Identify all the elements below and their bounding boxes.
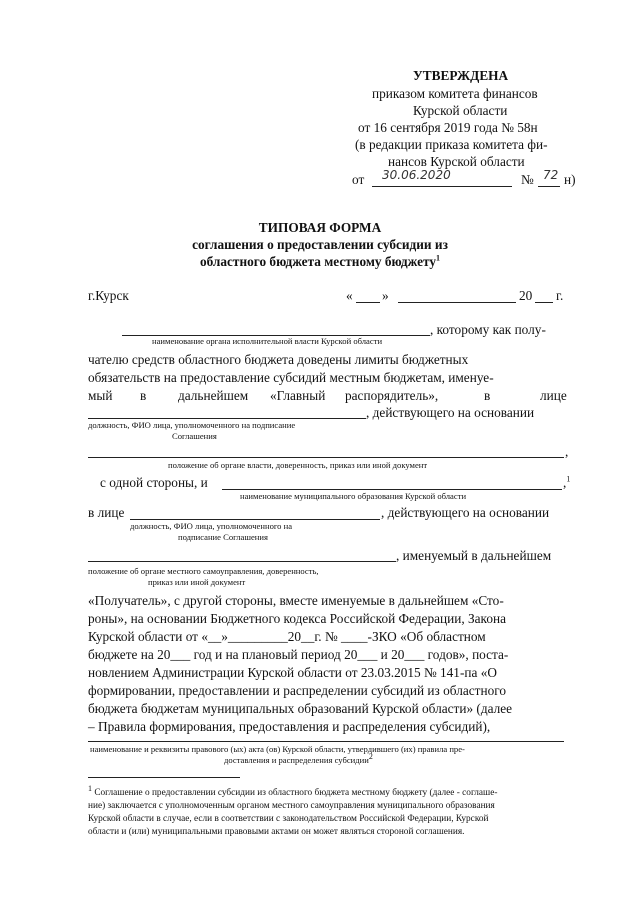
- approval-title: УТВЕРЖДЕНА: [413, 68, 509, 83]
- footnote-text: Курской области в случае, если в соответствии с законодательством Российской Федерации, Курской: [88, 814, 489, 824]
- handwritten-number: 72: [543, 168, 559, 182]
- body-text: «Получатель», с другой стороны, вместе именуемые в дальнейшем «Сто-: [88, 593, 504, 608]
- body-text: – Правила формирования, предоставления и распределения субсидий),: [88, 719, 491, 734]
- date-underline: [372, 186, 512, 187]
- basis-blank: [88, 457, 564, 458]
- signatory-blank: [88, 418, 366, 419]
- field-caption: положение об органе местного самоуправления, доверенность,: [88, 566, 319, 576]
- year-suffix: г.: [556, 288, 564, 303]
- body-text: в лице: [88, 505, 125, 520]
- footnote-separator: [88, 777, 240, 778]
- body-text: бюджета бюджетам муниципальных образований Курской области» (далее: [88, 701, 513, 716]
- body-text: чателю средств областного бюджета доведены лимиты бюджетных: [88, 352, 469, 367]
- date-quote-close: »: [382, 288, 389, 303]
- body-text: новлением Администрации Курской области от 23.03.2015 № 141-па «О: [88, 665, 497, 680]
- comma: ,: [565, 444, 569, 459]
- body-text: , действующего на основании: [366, 405, 535, 420]
- form-subtitle: соглашения о предоставлении субсидии из: [192, 237, 448, 252]
- handwritten-date: 30.06.2020: [382, 168, 451, 182]
- approval-line: от 16 сентября 2019 года № 58н: [358, 120, 538, 135]
- approval-line: от: [352, 172, 365, 187]
- approval-line: нансов Курской области: [388, 154, 525, 169]
- approval-line: н): [564, 172, 576, 187]
- city: г.Курск: [88, 288, 129, 303]
- body-text: бюджете на 20___ год и на плановый период 20___ и 20___ годов», поста-: [88, 647, 509, 662]
- body-text: Курской области от «__»_________20__г. № ____-ЗКО «Об областном: [88, 629, 486, 644]
- field-caption: должность, ФИО лица, уполномоченного на: [130, 521, 293, 531]
- comma: ,$^1$: [563, 474, 571, 490]
- body-text: с одной стороны, и: [100, 475, 208, 490]
- body-text: , которому как полу-: [430, 322, 546, 337]
- date-quote-open: «: [346, 288, 353, 303]
- year-blank: [535, 302, 553, 303]
- body-text: «Главный: [270, 388, 326, 403]
- footnote-text: ние) заключается с уполномоченным органом местного самоуправления муниципального образования: [88, 801, 495, 811]
- field-caption: наименование муниципального образования Курской области: [240, 491, 467, 501]
- field-caption: наименование и реквизиты правового (ых) акта (ов) Курской области, утвердившего (их) правила пре-: [90, 744, 465, 754]
- field-caption: наименование органа исполнительной власти Курской области: [152, 336, 383, 346]
- field-caption: доставления и распределения субсидии$^2$: [224, 752, 373, 765]
- day-blank: [356, 302, 380, 303]
- body-text: в: [484, 388, 491, 403]
- field-caption: Соглашения: [172, 431, 217, 441]
- body-text: обязательств на предоставление субсидий местным бюджетам, именуе-: [88, 370, 494, 385]
- field-caption: подписание Соглашения: [178, 532, 268, 542]
- approval-line: (в редакции приказа комитета фи-: [355, 137, 548, 152]
- year-prefix: 20: [519, 288, 533, 303]
- body-text: лице: [540, 388, 567, 403]
- body-text: , действующего на основании: [381, 505, 550, 520]
- number-underline: [538, 186, 560, 187]
- field-caption: положение об органе власти, доверенность, приказ или иной документ: [168, 460, 428, 470]
- form-subtitle: областного бюджета местному бюджету$^1$: [199, 253, 441, 269]
- approval-line: приказом комитета финансов: [372, 86, 538, 101]
- legal-act-blank: [88, 741, 564, 742]
- body-text: мый: [88, 388, 113, 403]
- body-text: распорядитель»,: [345, 388, 439, 403]
- field-caption: должность, ФИО лица, уполномоченного на подписание: [88, 420, 296, 430]
- month-blank: [398, 302, 516, 303]
- body-text: формировании, предоставлении и распределении субсидий из областного: [88, 683, 506, 698]
- approval-line: №: [521, 172, 534, 187]
- body-text: роны», на основании Бюджетного кодекса Российской Федерации, Закона: [88, 611, 507, 626]
- municipal-signatory-blank: [130, 519, 380, 520]
- municipal-basis-blank: [88, 561, 396, 562]
- footnote-text: области и (или) муниципальными правовыми актами он может являться стороной соглашения.: [88, 827, 465, 837]
- form-title: ТИПОВАЯ ФОРМА: [258, 220, 382, 235]
- body-text: , именуемый в дальнейшем: [396, 548, 552, 563]
- body-text: в: [140, 388, 147, 403]
- municipality-blank: [222, 489, 562, 490]
- approval-line: Курской области: [413, 103, 508, 118]
- body-text: дальнейшем: [178, 388, 249, 403]
- footnote-text: $^1$ Соглашение о предоставлении субсидии из областного бюджета местному бюджету (далее - соглаше-: [88, 783, 498, 798]
- field-caption: приказ или иной документ: [148, 577, 246, 587]
